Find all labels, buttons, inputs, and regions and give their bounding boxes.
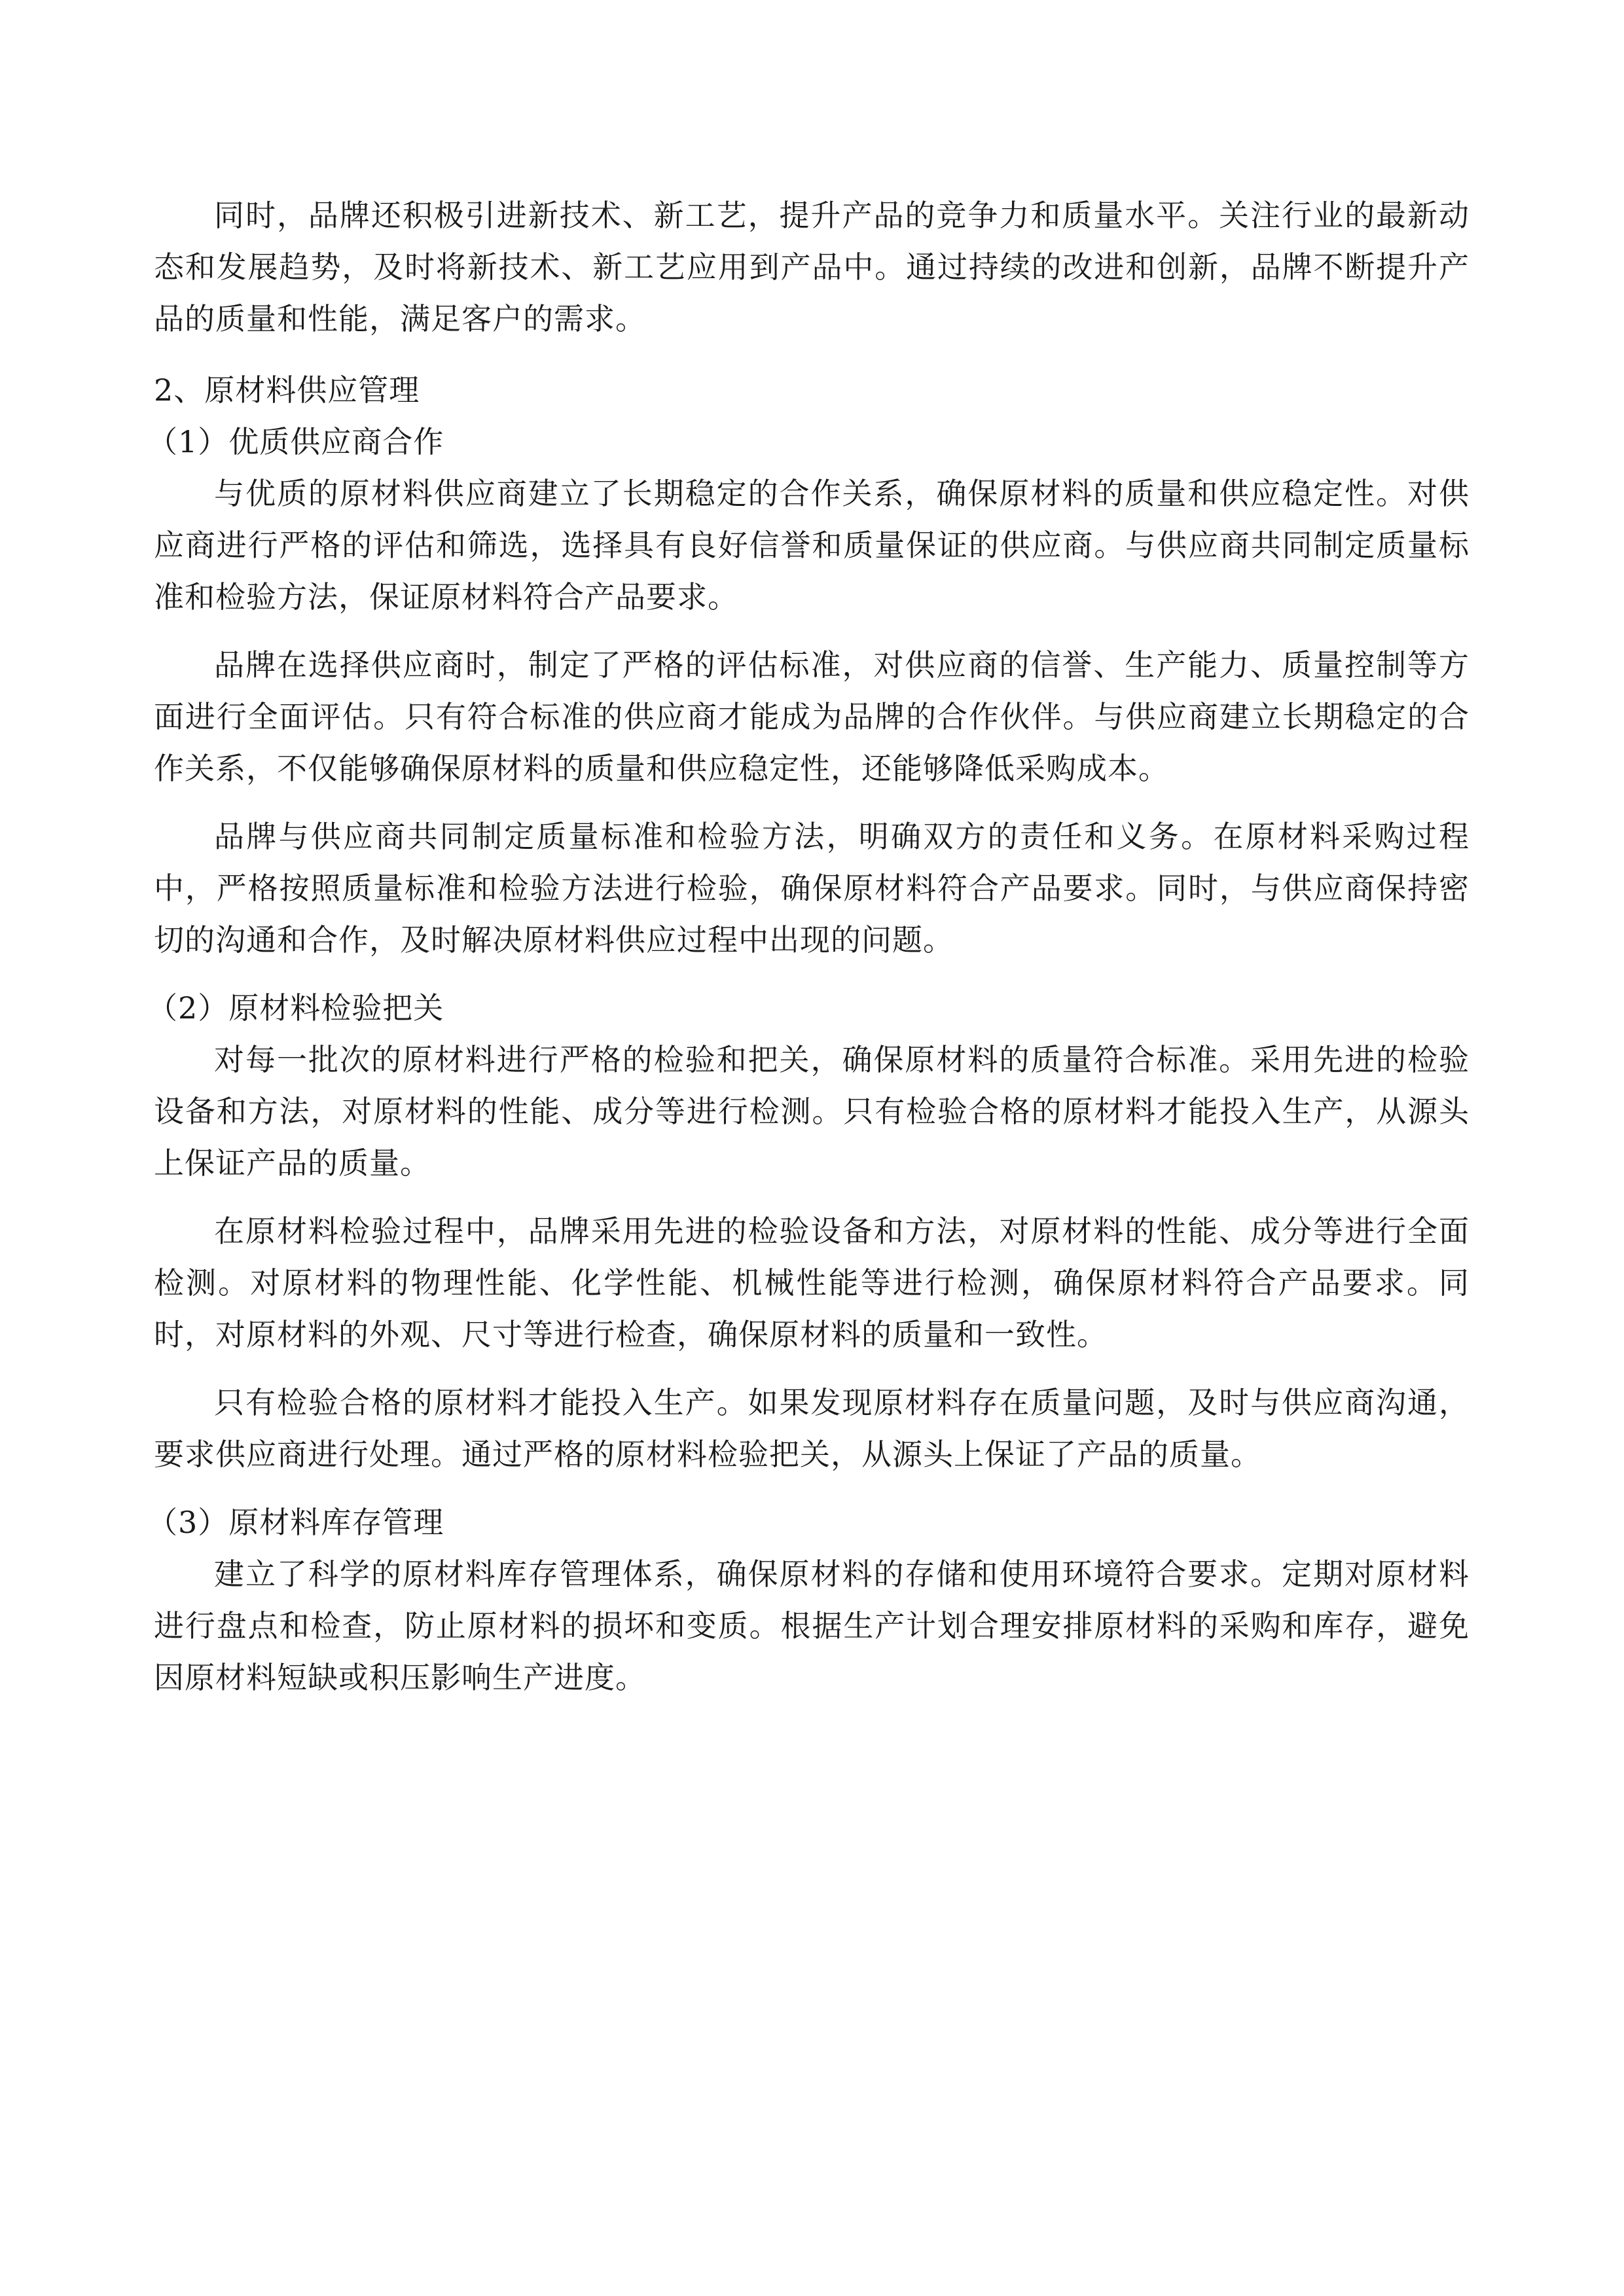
subsection-heading-supplier-cooperation: （1）优质供应商合作	[147, 424, 444, 459]
document-body	[147, 190, 1470, 1720]
subsection-heading-material-inspection: （2）原材料检验把关	[147, 990, 444, 1026]
subsection-heading-inventory-management: （3）原材料库存管理	[147, 1505, 444, 1540]
paragraph: 只有检验合格的原材料才能投入生产。如果发现原材料存在质量问题，及时与供应商沟通，要求供应商进行处理。通过严格的原材料检验把关，从源头上保证了产品的质量。	[154, 1385, 1470, 1472]
paragraph: 品牌在选择供应商时，制定了严格的评估标准，对供应商的信誉、生产能力、质量控制等方面进行全面评估。只有符合标准的供应商才能成为品牌的合作伙伴。与供应商建立长期稳定的合作关系，不仅能够确保原材料的质量和供应稳定性，还能够降低采购成本。	[154, 647, 1470, 786]
paragraph: 在原材料检验过程中，品牌采用先进的检验设备和方法，对原材料的性能、成分等进行全面检测。对原材料的物理性能、化学性能、机械性能等进行检测，确保原材料符合产品要求。同时，对原材料的外观、尺寸等进行检查，确保原材料的质量和一致性。	[154, 1213, 1470, 1352]
section-heading-raw-material-supply: 2、原材料供应管理	[154, 372, 420, 408]
paragraph: 对每一批次的原材料进行严格的检验和把关，确保原材料的质量符合标准。采用先进的检验设备和方法，对原材料的性能、成分等进行检测。只有检验合格的原材料才能投入生产，从源头上保证产品的质量。	[154, 1042, 1470, 1181]
paragraph: 与优质的原材料供应商建立了长期稳定的合作关系，确保原材料的质量和供应稳定性。对供应商进行严格的评估和筛选，选择具有良好信誉和质量保证的供应商。与供应商共同制定质量标准和检验方法，保证原材料符合产品要求。	[154, 476, 1470, 615]
paragraph: 建立了科学的原材料库存管理体系，确保原材料的存储和使用环境符合要求。定期对原材料进行盘点和检查，防止原材料的损坏和变质。根据生产计划合理安排原材料的采购和库存，避免因原材料短缺或积压影响生产进度。	[154, 1556, 1470, 1695]
paragraph: 品牌与供应商共同制定质量标准和检验方法，明确双方的责任和义务。在原材料采购过程中，严格按照质量标准和检验方法进行检验，确保原材料符合产品要求。同时，与供应商保持密切的沟通和合作，及时解决原材料供应过程中出现的问题。	[154, 819, 1470, 958]
intro-paragraph: 同时，品牌还积极引进新技术、新工艺，提升产品的竞争力和质量水平。关注行业的最新动态和发展趋势，及时将新技术、新工艺应用到产品中。通过持续的改进和创新，品牌不断提升产品的质量和性能，满足客户的需求。	[154, 198, 1470, 336]
